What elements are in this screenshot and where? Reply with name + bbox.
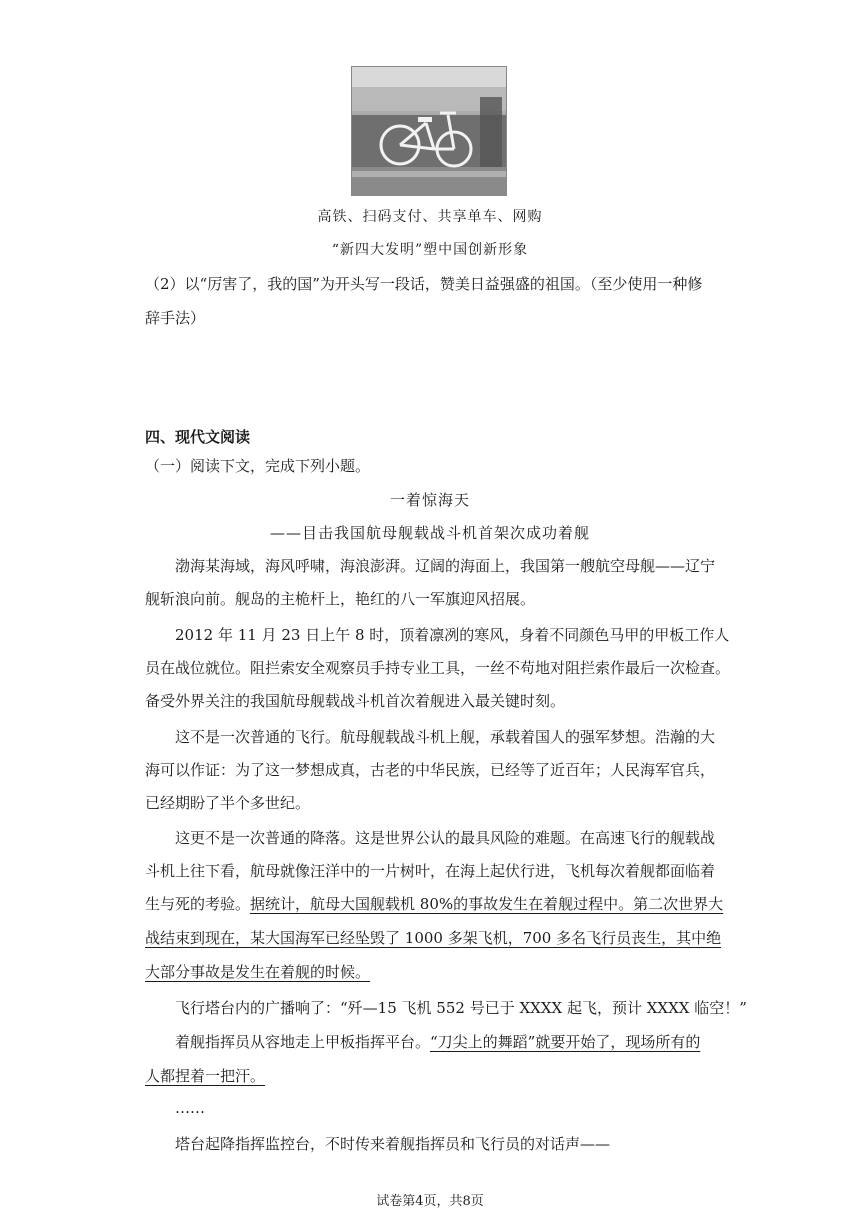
para-4-line-3 xyxy=(145,894,724,914)
para-6-underlined-end: 人都捏着一把汗。 xyxy=(145,1067,266,1085)
para-6-line-1-plain: 着舰指挥员从容地走上甲板指挥平台。 xyxy=(175,1033,431,1051)
para-3-line-3: 已经期盼了半个多世纪。 xyxy=(145,794,311,812)
para-2-line-3: 备受外界关注的我国航母舰载战斗机首次着舰进入最关键时刻。 xyxy=(145,692,566,710)
para-5: 飞行塔台内的广播响了：“歼—15 飞机 552 号已于 XXXX 起飞，预计 XXXX 临空！” xyxy=(175,999,747,1017)
bicycle-image xyxy=(352,67,507,196)
para-4-line-3-plain: 生与死的考验。 xyxy=(145,895,251,913)
article-subtitle: ——目击我国航母舰载战斗机首架次成功着舰 xyxy=(269,524,590,542)
bicycle-photo xyxy=(351,66,507,196)
para-6-line-2 xyxy=(145,1066,720,1086)
para-4-underlined-end: 大部分事故是发生在着舰的时候。 xyxy=(145,963,371,981)
photo-caption-line-2: “新四大发明”塑中国创新形象 xyxy=(331,242,529,258)
section-heading: 四、现代文阅读 xyxy=(145,428,251,446)
para-7: 塔台起降指挥监控台，不时传来着舰指挥员和飞行员的对话声—— xyxy=(175,1135,611,1153)
para-4-line-2: 斗机上往下看，航母就像汪洋中的一片树叶，在海上起伏行进，飞机每次着舰都面临着 xyxy=(145,862,716,880)
section-intro: （一）阅读下文，完成下列小题。 xyxy=(145,457,371,475)
para-2-line-2: 员在战位就位。阻拦索安全观察员手持专业工具，一丝不苟地对阻拦索作最后一次检查。 xyxy=(145,659,731,677)
page-footer: 试卷第4页，共8页 xyxy=(376,1194,484,1209)
photo-caption-line-1: 高铁、扫码支付、共享单车、网购 xyxy=(317,209,543,225)
question-2-line-2: 辞手法） xyxy=(145,309,206,327)
para-4-underlined-start: 据统计，航母大国舰载机 80%的事故发生在着舰过程中。第二次世界大 xyxy=(250,895,724,913)
para-2-line-1: 2012 年 11 月 23 日上午 8 时，顶着凛冽的寒风，身着不同颜色马甲的甲板工作人 xyxy=(175,626,730,644)
para-4-line-4 xyxy=(145,928,720,948)
article-title: 一着惊海天 xyxy=(389,491,470,509)
para-1-line-1: 渤海某海域，海风呼啸，海浪澎湃。辽阔的海面上，我国第一艘航空母舰——辽宁 xyxy=(175,557,716,575)
question-2-line-1: （2）以“厉害了，我的国”为开头写一段话，赞美日益强盛的祖国。（至少使用一种修 xyxy=(145,275,703,293)
para-6-line-1 xyxy=(175,1032,720,1052)
para-4-line-5 xyxy=(145,962,720,982)
para-4-line-1: 这更不是一次普通的降落。这是世界公认的最具风险的难题。在高速飞行的舰载战 xyxy=(175,829,716,847)
para-3-line-1: 这不是一次普通的飞行。航母舰载战斗机上舰，承载着国人的强军梦想。浩瀚的大 xyxy=(175,728,716,746)
para-6-underlined-start: “刀尖上的舞蹈”就要开始了，现场所有的 xyxy=(430,1033,701,1051)
para-4-underlined-middle: 战结束到现在，某大国海军已经坠毁了 1000 多架飞机，700 多名飞行员丧生，其中绝 xyxy=(145,929,722,947)
para-3-line-2: 海可以作证：为了这一梦想成真，古老的中华民族，已经等了近百年；人民海军官兵， xyxy=(145,761,716,779)
para-1-line-2: 舰斩浪向前。舰岛的主桅杆上，艳红的八一军旗迎风招展。 xyxy=(145,590,536,608)
ellipsis: …… xyxy=(175,1099,205,1117)
